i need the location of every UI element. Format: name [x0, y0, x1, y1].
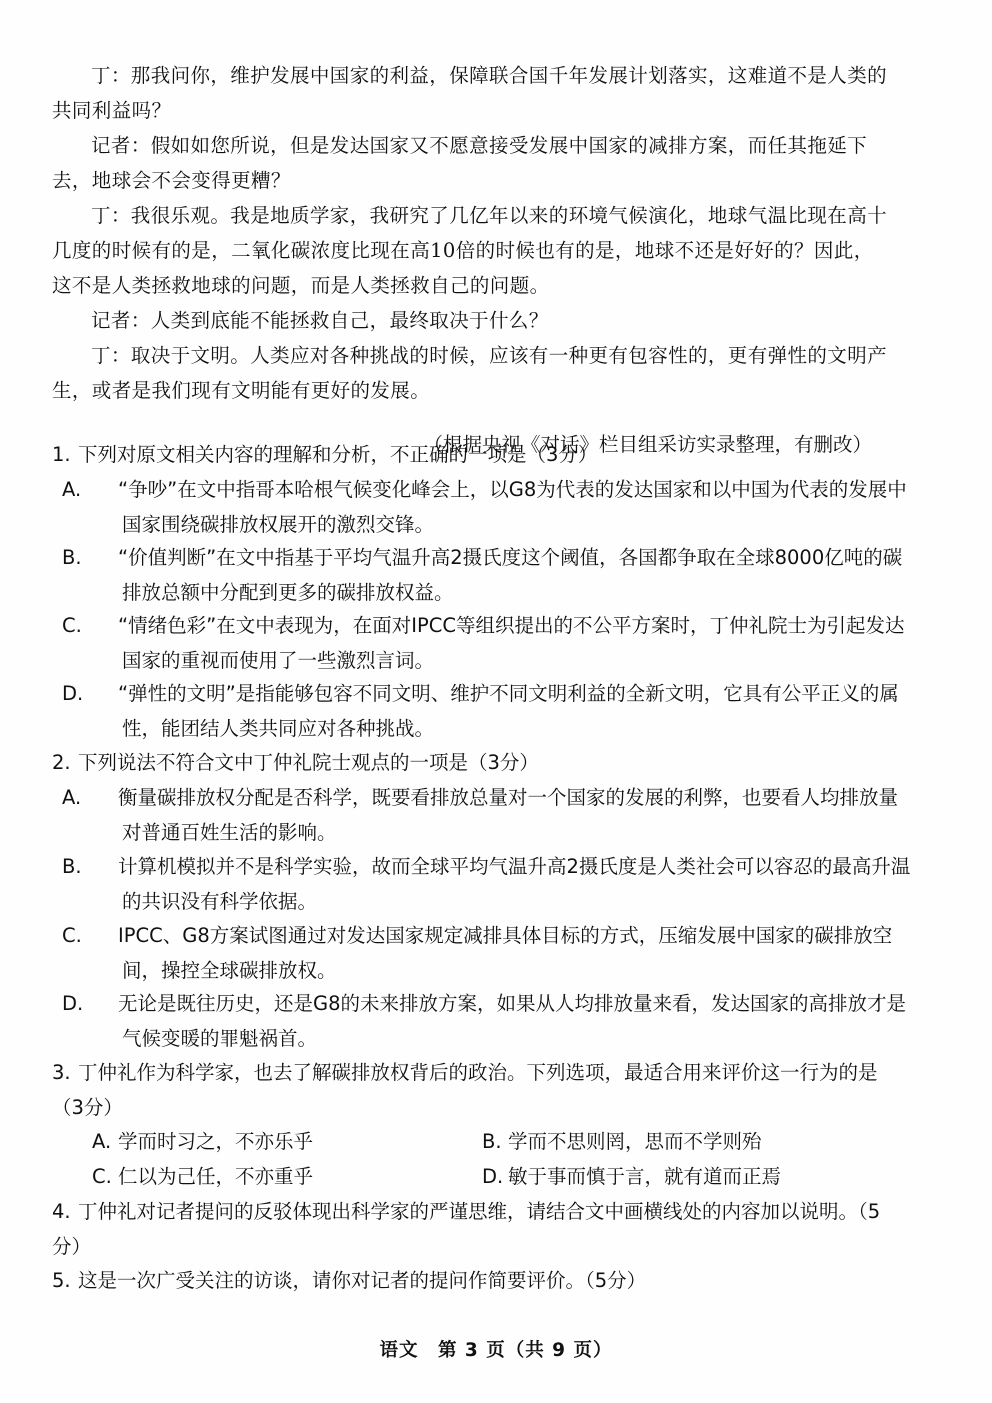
question-3-option-a	[92, 1124, 472, 1159]
option-text: 计算机模拟并不是科学实验，故而全球平均气温升高2摄氏度是人类社会可以容忍的最高升温的共识没有科学依据。	[118, 855, 911, 913]
dialogue-paragraph-1: 丁：那我问你，维护发展中国家的利益，保障联合国千年发展计划落实，这难道不是人类的共同利益吗？	[52, 64, 888, 122]
question-1-option-d	[62, 676, 912, 746]
question-number: 4.	[52, 1200, 71, 1223]
question-2-option-d	[62, 986, 912, 1056]
question-1-option-b	[62, 540, 912, 610]
question-number: 2.	[52, 751, 71, 774]
question-stem: 下列说法不符合文中丁仲礼院士观点的一项是（3分）	[78, 751, 539, 774]
option-label: A.	[62, 786, 82, 809]
option-text: 学而时习之，不亦乐乎	[118, 1130, 314, 1153]
option-label: B.	[62, 546, 82, 569]
question-4	[52, 1194, 882, 1264]
question-3-option-c	[92, 1159, 472, 1194]
option-label: D.	[482, 1165, 504, 1188]
option-text: “争吵”在文中指哥本哈根气候变化峰会上，以G8为代表的发达国家和以中国为代表的发展中国家围绕碳排放权展开的激烈交锋。	[118, 478, 907, 536]
option-label: A.	[62, 478, 82, 501]
option-label: A.	[92, 1130, 112, 1153]
dialogue-paragraph-3: 丁：我很乐观。我是地质学家，我研究了几亿年以来的环境气候演化，地球气温比现在高十几度的时候有的是，二氧化碳浓度比现在高10倍的时候也有的是，地球不还是好好的？因此，这不是人类拯救地球的问题，而是人类拯救自己的问题。	[52, 204, 888, 297]
option-text: IPCC、G8方案试图通过对发达国家规定减排具体目标的方式，压缩发展中国家的碳排放空间，操控全球碳排放权。	[118, 924, 893, 982]
page-footer: 语文 第 3 页（共 9 页）	[379, 1340, 613, 1361]
question-5	[52, 1263, 882, 1298]
option-label: D.	[62, 992, 84, 1015]
option-text: 仁以为己任，不亦重乎	[118, 1165, 314, 1188]
question-number: 3.	[52, 1061, 71, 1084]
option-label: C.	[62, 614, 82, 637]
question-stem: 下列对原文相关内容的理解和分析，不正确的一项是（3分）	[78, 443, 598, 466]
option-text: “价值判断”在文中指基于平均气温升高2摄氏度这个阈值，各国都争取在全球8000亿吨的碳排放总额中分配到更多的碳排放权益。	[118, 546, 903, 604]
question-3-option-d	[482, 1159, 862, 1194]
question-3	[52, 1055, 882, 1125]
question-2	[52, 745, 882, 780]
source-note: （根据央视《对话》栏目组采访实录整理，有删改）	[423, 433, 872, 456]
question-stem: 丁仲礼对记者提问的反驳体现出科学家的严谨思维，请结合文中画横线处的内容加以说明。（5分）	[52, 1200, 881, 1258]
dialogue-paragraph-4: 记者：人类到底能不能拯救自己，最终取决于什么？	[91, 309, 549, 332]
option-label: B.	[62, 855, 82, 878]
option-label: C.	[92, 1165, 112, 1188]
question-number: 1.	[52, 443, 71, 466]
option-label: C.	[62, 924, 82, 947]
question-1-option-c	[62, 608, 912, 678]
option-text: 学而不思则罔，思而不学则殆	[508, 1130, 762, 1153]
option-label: D.	[62, 682, 84, 705]
dialogue-paragraph-2: 记者：假如如您所说，但是发达国家又不愿意接受发展中国家的减排方案，而任其拖延下去，地球会不会变得更糟？	[52, 134, 868, 192]
option-text: 衡量碳排放权分配是否科学，既要看排放总量对一个国家的发展的利弊，也要看人均排放量对普通百姓生活的影响。	[118, 786, 899, 844]
question-2-option-a	[62, 780, 912, 850]
option-text: 无论是既往历史，还是G8的未来排放方案，如果从人均排放量来看，发达国家的高排放才是气候变暖的罪魁祸首。	[118, 992, 907, 1050]
question-2-option-c	[62, 918, 912, 988]
option-text: 敏于事而慎于言，就有道而正焉	[508, 1165, 782, 1188]
question-1-option-a	[62, 472, 912, 542]
question-1	[52, 437, 882, 472]
option-label: B.	[482, 1130, 502, 1153]
option-text: “弹性的文明”是指能够包容不同文明、维护不同文明利益的全新文明，它具有公平正义的属性，能团结人类共同应对各种挑战。	[118, 682, 899, 740]
question-stem: 丁仲礼作为科学家，也去了解碳排放权背后的政治。下列选项，最适合用来评价这一行为的是（3分）	[52, 1061, 878, 1119]
question-3-option-b	[482, 1124, 862, 1159]
question-number: 5.	[52, 1269, 71, 1292]
question-stem: 这是一次广受关注的访谈，请你对记者的提问作简要评价。（5分）	[78, 1269, 647, 1292]
question-2-option-b	[62, 849, 912, 919]
dialogue-paragraph-5: 丁：取决于文明。人类应对各种挑战的时候，应该有一种更有包容性的，更有弹性的文明产生，或者是我们现有文明能有更好的发展。	[52, 344, 888, 402]
option-text: “情绪色彩”在文中表现为，在面对IPCC等组织提出的不公平方案时，丁仲礼院士为引起发达国家的重视而使用了一些激烈言词。	[118, 614, 905, 672]
